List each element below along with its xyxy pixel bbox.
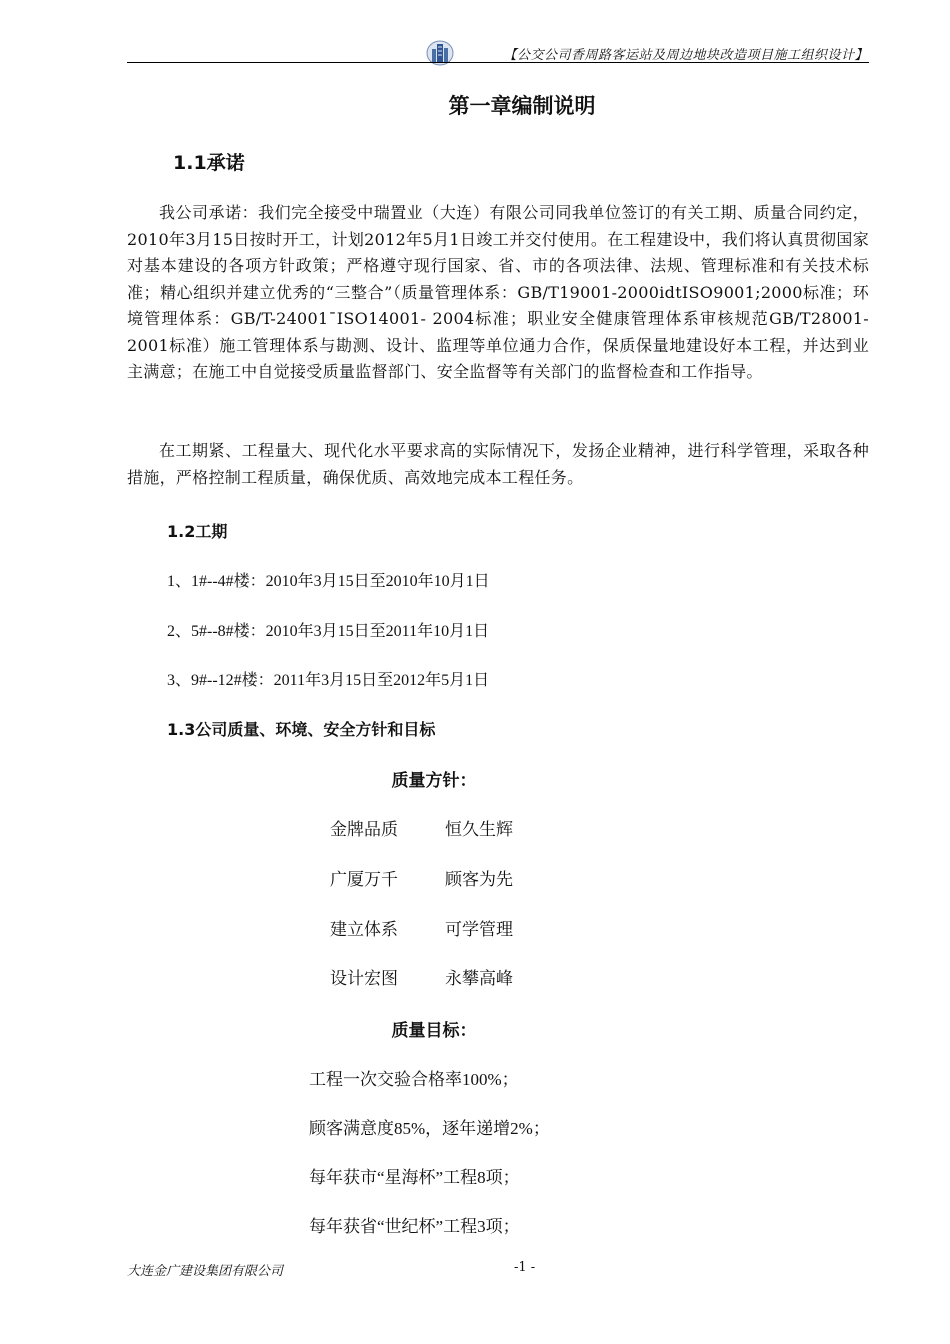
- schedule-item: 2、5#--8#楼：2010年3月15日至2011年10月1日: [167, 623, 490, 640]
- policy-phrase: 永攀高峰: [445, 969, 513, 988]
- schedule-item: 3、9#--12#楼：2011年3月15日至2012年5月1日: [167, 672, 490, 689]
- section-heading-1-3: 1.3公司质量、环境、安全方针和目标: [167, 720, 436, 739]
- quality-goal-item: 每年获市“星海杯”工程8项；: [309, 1168, 520, 1187]
- policy-phrase: 顾客为先: [445, 870, 513, 889]
- paragraph-commitment: 我公司承诺：我们完全接受中瑞置业（大连）有限公司同我单位签订的有关工期、质量合同约定，2010年3月15日按时开工，计划2012年5月1日竣工并交付使用。在工程建设中，我们将认真贯彻国家对基本建设的各项方针政策；严格遵守现行国家、省、市的各项法律、法规、管理标准和有关技术标准；精心组织并建立优秀的“三整合”（质量管理体系：GB/T19001-2000idtISO9001;2000标准；环境管理体系：GB/T-24001¯ISO14001- 2004标准；职业安全健康管理体系审核规范GB/T28001-2001标准）施工管理体系与勘测、设计、监理等单位通力合作，保质保量地建设好本工程，并达到业主满意；在施工中自觉接受质量监督部门、安全监督等有关部门的监督检查和工作指导。: [127, 203, 869, 381]
- chapter-title: 第一章编制说明: [448, 94, 596, 118]
- policy-phrase: 设计宏图: [330, 969, 398, 988]
- quality-goal-item: 顾客满意度85%，逐年递增2%；: [309, 1119, 550, 1138]
- section-heading-1-2: 1.2工期: [167, 522, 228, 541]
- quality-policy-heading: 质量方针：: [391, 771, 477, 791]
- page-number: -1 -: [514, 1260, 536, 1275]
- policy-phrase: 广厦万千: [330, 870, 398, 889]
- policy-phrase: 恒久生辉: [445, 820, 513, 839]
- policy-phrase: 建立体系: [330, 920, 398, 939]
- header-divider: [127, 62, 869, 63]
- quality-goals-heading: 质量目标：: [391, 1021, 477, 1041]
- section-heading-1-1: 1.1承诺: [173, 152, 245, 174]
- paragraph-management: 在工期紧、工程量大、现代化水平要求高的实际情况下，发扬企业精神，进行科学管理，采取各种措施，严格控制工程质量，确保优质、高效地完成本工程任务。: [127, 441, 869, 487]
- footer-company: 大连金广建设集团有限公司: [127, 1264, 284, 1279]
- policy-phrase: 金牌品质: [330, 820, 398, 839]
- quality-goal-item: 工程一次交验合格率100%；: [309, 1070, 519, 1089]
- header-title: 【公交公司香周路客运站及周边地块改造项目施工组织设计】: [503, 48, 868, 63]
- quality-goal-item: 每年获省“世纪杯”工程3项；: [309, 1217, 520, 1236]
- policy-phrase: 可学管理: [445, 920, 513, 939]
- schedule-item: 1、1#--4#楼：2010年3月15日至2010年10月1日: [167, 573, 490, 590]
